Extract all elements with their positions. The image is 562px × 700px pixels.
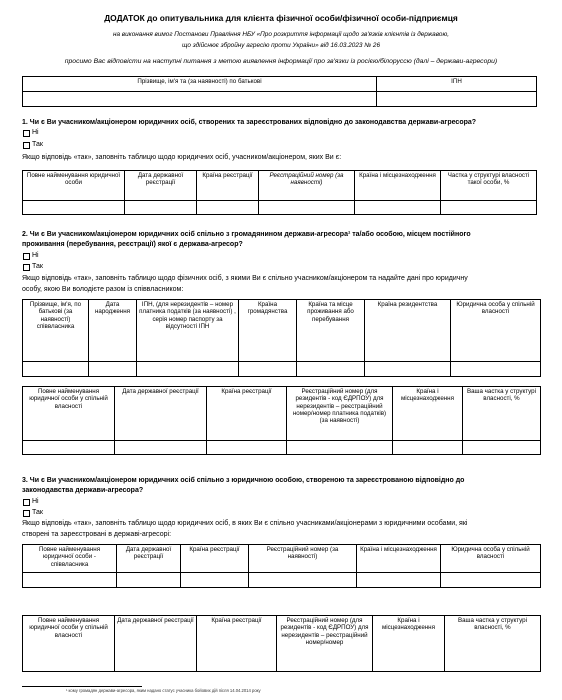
- q1-table: [22, 170, 537, 215]
- q2-t2-header-location: Країна і місцезнаходження: [393, 387, 463, 441]
- q3-t1-header-reg-date: Дата державної реєстрації: [117, 545, 181, 573]
- q3-t1-cell[interactable]: [441, 573, 541, 588]
- q3-t1-cell[interactable]: [249, 573, 357, 588]
- q2-t2-header-reg-country: Країна реєстрації: [207, 387, 287, 441]
- q1-no-label: Ні: [32, 129, 39, 136]
- q3-t2-header-share: Ваша частка у структурі власності, %: [445, 616, 541, 672]
- q3-t1-cell[interactable]: [181, 573, 249, 588]
- q1-cell[interactable]: [23, 201, 125, 215]
- q3-t2-header-location: Країна і місцезнаходження: [373, 616, 445, 672]
- q3-t1-cell[interactable]: [23, 573, 117, 588]
- q2-t1-header-joint-entity: Юридична особа у спільній власності: [451, 300, 541, 362]
- q1-header-location: Країна і місцезнаходження: [355, 171, 441, 201]
- q2-t1-cell[interactable]: [89, 362, 137, 377]
- footnote-separator: [22, 686, 142, 687]
- q1-yes-label: Так: [32, 141, 43, 148]
- name-header: Прізвище, ім'я та (за наявності) по батькові: [23, 77, 377, 92]
- q1-header-reg-country: Країна реєстрації: [197, 171, 259, 201]
- document-title: ДОДАТОК до опитувальника для клієнта фізичної особи/фізичної особи-підприємця: [104, 13, 458, 23]
- q2-question-line1: 2. Чи є Ви учасником/акціонером юридичних осіб спільно з громадянином держави-агресора¹ та/або особою, місцем постійного: [22, 231, 471, 238]
- q3-no-label: Ні: [32, 498, 39, 505]
- q2-t2-cell[interactable]: [115, 441, 207, 455]
- q2-t2-cell[interactable]: [287, 441, 393, 455]
- q3-question-line1: 3. Чи є Ви учасником/акціонером юридичних осіб спільно з юридичною особою, створеною та зареєстрованою відповідно до: [22, 477, 465, 484]
- q2-t1-cell[interactable]: [239, 362, 297, 377]
- q2-t1-header-ipn: ІПН, (для нерезидентів – номер платника податків (за наявності) , серія номер паспорту за відсутності ІПН: [137, 300, 239, 362]
- q2-t1-header-residency-country: Країна резидентства: [365, 300, 451, 362]
- q1-cell[interactable]: [259, 201, 355, 215]
- q2-t2-header-entity-name: Повне найменування юридичної особи у спільній власності: [23, 387, 115, 441]
- q2-t1-cell[interactable]: [23, 362, 89, 377]
- q3-t1-cell[interactable]: [117, 573, 181, 588]
- q3-instruction-line2: створені та зареєстровані в державі-агресорі:: [22, 531, 172, 538]
- q2-t1-cell[interactable]: [297, 362, 365, 377]
- document-subtitle-line1: на виконання вимог Постанови Правління НБУ «Про розкриття інформації щодо зв'язків клієнтів із державою,: [112, 31, 450, 38]
- q1-header-share: Частка у структурі власності такої особи, %: [441, 171, 537, 201]
- q2-no-checkbox[interactable]: [23, 253, 30, 260]
- q2-table1: [22, 299, 541, 377]
- q1-yes-checkbox[interactable]: [23, 142, 30, 149]
- q2-t2-header-share: Ваша частка у структурі власності, %: [463, 387, 541, 441]
- q3-question-line2: законодавства держави-агресора?: [22, 487, 144, 494]
- q3-table2: [22, 615, 541, 672]
- q1-no-checkbox[interactable]: [23, 130, 30, 137]
- q3-t2-header-reg-date: Дата державної реєстрації: [115, 616, 197, 672]
- ipn-cell[interactable]: [377, 92, 537, 107]
- q2-question-line2: проживання (перебування, реєстрації) якої є держава-агресор?: [22, 241, 243, 248]
- q2-t1-cell[interactable]: [451, 362, 541, 377]
- q3-t1-header-location: Країна і місцезнаходження: [357, 545, 441, 573]
- q3-table1: [22, 544, 541, 588]
- q2-t1-header-residence: Країна та місце проживання або перебування: [297, 300, 365, 362]
- q1-cell[interactable]: [441, 201, 537, 215]
- q3-t1-header-joint-entity: Юридична особа у спільній власності: [441, 545, 541, 573]
- q3-no-checkbox[interactable]: [23, 499, 30, 506]
- q2-t2-cell[interactable]: [463, 441, 541, 455]
- q1-header-reg-date: Дата державної реєстрації: [125, 171, 197, 201]
- footnote-text: ¹ кому громадян держави-агресора, яким надано статус учасника бойових дій після 14.04.2014 року: [66, 688, 261, 693]
- q2-t1-cell[interactable]: [365, 362, 451, 377]
- q2-instruction-line2: особу, якою Ви володієте разом із співвласником:: [22, 286, 184, 293]
- q2-t2-header-reg-number: Реєстраційний номер (для резидентів - код ЄДРПОУ) для нерезидентів – реєстраційний номер/номер платника податків) (за наявності): [287, 387, 393, 441]
- document-request: просимо Вас відповісти на наступні питання з метою виявлення інформації про зв'язки із росією/білоруссю (далі – держави-агресори): [64, 58, 498, 65]
- q3-t2-header-reg-number: Реєстраційний номер (для резидентів - код ЄДРПОУ) для нерезидентів – реєстраційний номер/номер: [277, 616, 373, 672]
- q2-t1-header-citizenship: Країна громадянства: [239, 300, 297, 362]
- q1-cell[interactable]: [197, 201, 259, 215]
- ipn-header: ІПН: [377, 77, 537, 92]
- q2-t2-cell[interactable]: [23, 441, 115, 455]
- name-cell[interactable]: [23, 92, 377, 107]
- q3-yes-checkbox[interactable]: [23, 510, 30, 517]
- q3-instruction-line1: Якщо відповідь «так», заповніть таблицю щодо юридичних осіб, в яких Ви є спільно учасниками/акціонерами з юридичними особами, які: [22, 520, 468, 527]
- q2-t1-header-birth-date: Дата народження: [89, 300, 137, 362]
- q2-t2-header-reg-date: Дата державної реєстрації: [115, 387, 207, 441]
- q2-t2-cell[interactable]: [207, 441, 287, 455]
- q3-t1-header-coowner-name: Повне найменування юридичної особи - співвласника: [23, 545, 117, 573]
- q1-header-reg-number: Реєстраційний номер (за наявності): [259, 171, 355, 201]
- q3-t2-header-entity-name: Повне найменування юридичної особи у спільній власності: [23, 616, 115, 672]
- q2-no-label: Ні: [32, 252, 39, 259]
- q2-t1-cell[interactable]: [137, 362, 239, 377]
- q2-yes-checkbox[interactable]: [23, 264, 30, 271]
- q2-instruction-line1: Якщо відповідь «так», заповніть таблицю щодо фізичних осіб, з якими Ви є спільно учасником/акціонером та надайте дані про юридичну: [22, 275, 468, 282]
- q1-cell[interactable]: [125, 201, 197, 215]
- q2-t1-header-coowner-name: Прізвище, ім'я, по батькові (за наявності) співвласника: [23, 300, 89, 362]
- q2-yes-label: Так: [32, 263, 43, 270]
- identity-table: [22, 76, 537, 107]
- q2-t2-cell[interactable]: [393, 441, 463, 455]
- q3-yes-label: Так: [32, 509, 43, 516]
- q1-cell[interactable]: [355, 201, 441, 215]
- q1-instruction: Якщо відповідь «так», заповніть таблицю щодо юридичних осіб, учасником/акціонером, яких Ви є:: [22, 154, 342, 161]
- q3-t1-cell[interactable]: [357, 573, 441, 588]
- q3-t1-header-reg-country: Країна реєстрації: [181, 545, 249, 573]
- q3-t1-header-reg-number: Реєстраційний номер (за наявності): [249, 545, 357, 573]
- q1-question: 1. Чи є Ви учасником/акціонером юридичних осіб, створених та зареєстрованих відповідно до законодавства держави-агресора?: [22, 119, 477, 126]
- q2-table2: [22, 386, 541, 455]
- q3-t2-header-reg-country: Країна реєстрації: [197, 616, 277, 672]
- q1-header-name: Повне найменування юридичної особи: [23, 171, 125, 201]
- document-subtitle-line2: що здійснює збройну агресію проти України» від 16.03.2023 № 26: [181, 42, 381, 49]
